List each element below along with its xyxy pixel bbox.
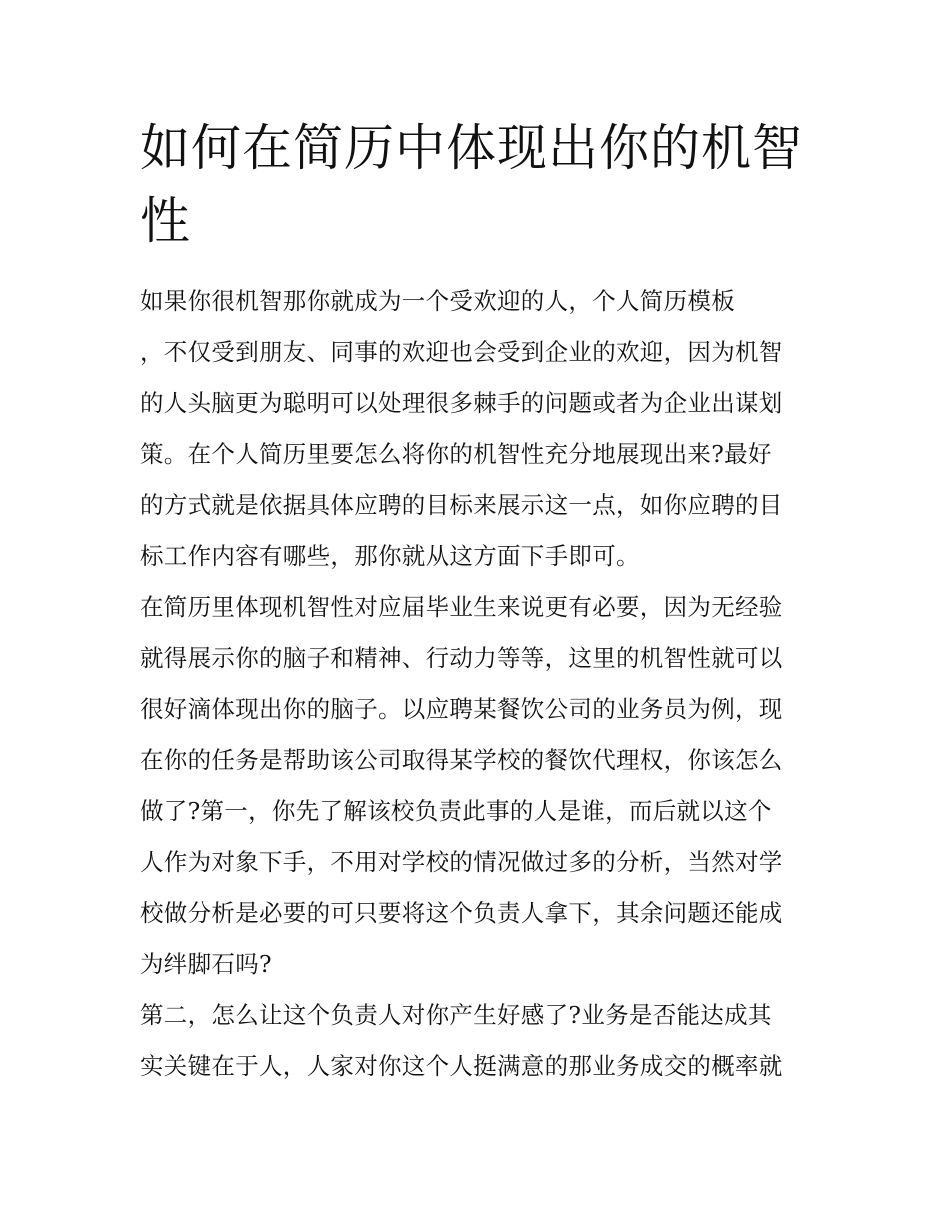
body-line: 策。在个人简历里要怎么将你的机智性充分地展现出来?最好: [140, 440, 772, 468]
body-line: 就得展示你的脑子和精神、行动力等等，这里的机智性就可以: [140, 644, 783, 672]
body-line: 为绊脚石吗?: [140, 950, 272, 978]
body-line: 做了?第一，你先了解该校负责此事的人是谁，而后就以这个: [140, 797, 772, 825]
title-line-2: 性: [140, 192, 191, 250]
body-line: 校做分析是必要的可只要将这个负责人拿下，其余问题还能成: [140, 899, 783, 927]
body-line: 的人头脑更为聪明可以处理很多棘手的问题或者为企业出谋划: [140, 389, 783, 417]
title-line-1: 如何在简历中体现出你的机智: [140, 119, 803, 177]
body-line: 在简历里体现机智性对应届毕业生来说更有必要，因为无经验: [140, 593, 783, 621]
body-line: 很好滴体现出你的脑子。以应聘某餐饮公司的业务员为例，现: [140, 695, 783, 723]
body-line: 如果你很机智那你就成为一个受欢迎的人，个人简历模板: [140, 287, 735, 315]
document-title: [140, 112, 820, 258]
body-line: 第二，怎么让这个负责人对你产生好感了?业务是否能达成其: [140, 1001, 772, 1029]
body-line: ，不仅受到朋友、同事的欢迎也会受到企业的欢迎，因为机智: [140, 338, 783, 366]
body-line: 实关键在于人，人家对你这个人挺满意的那业务成交的概率就: [140, 1052, 783, 1080]
body-line: 的方式就是依据具体应聘的目标来展示这一点，如你应聘的目: [140, 491, 783, 519]
body-line: 在你的任务是帮助该公司取得某学校的餐饮代理权，你该怎么: [140, 746, 783, 774]
body-line: 人作为对象下手，不用对学校的情况做过多的分析，当然对学: [140, 848, 783, 876]
document-body: [140, 278, 830, 1094]
body-line: 标工作内容有哪些，那你就从这方面下手即可。: [140, 542, 640, 570]
